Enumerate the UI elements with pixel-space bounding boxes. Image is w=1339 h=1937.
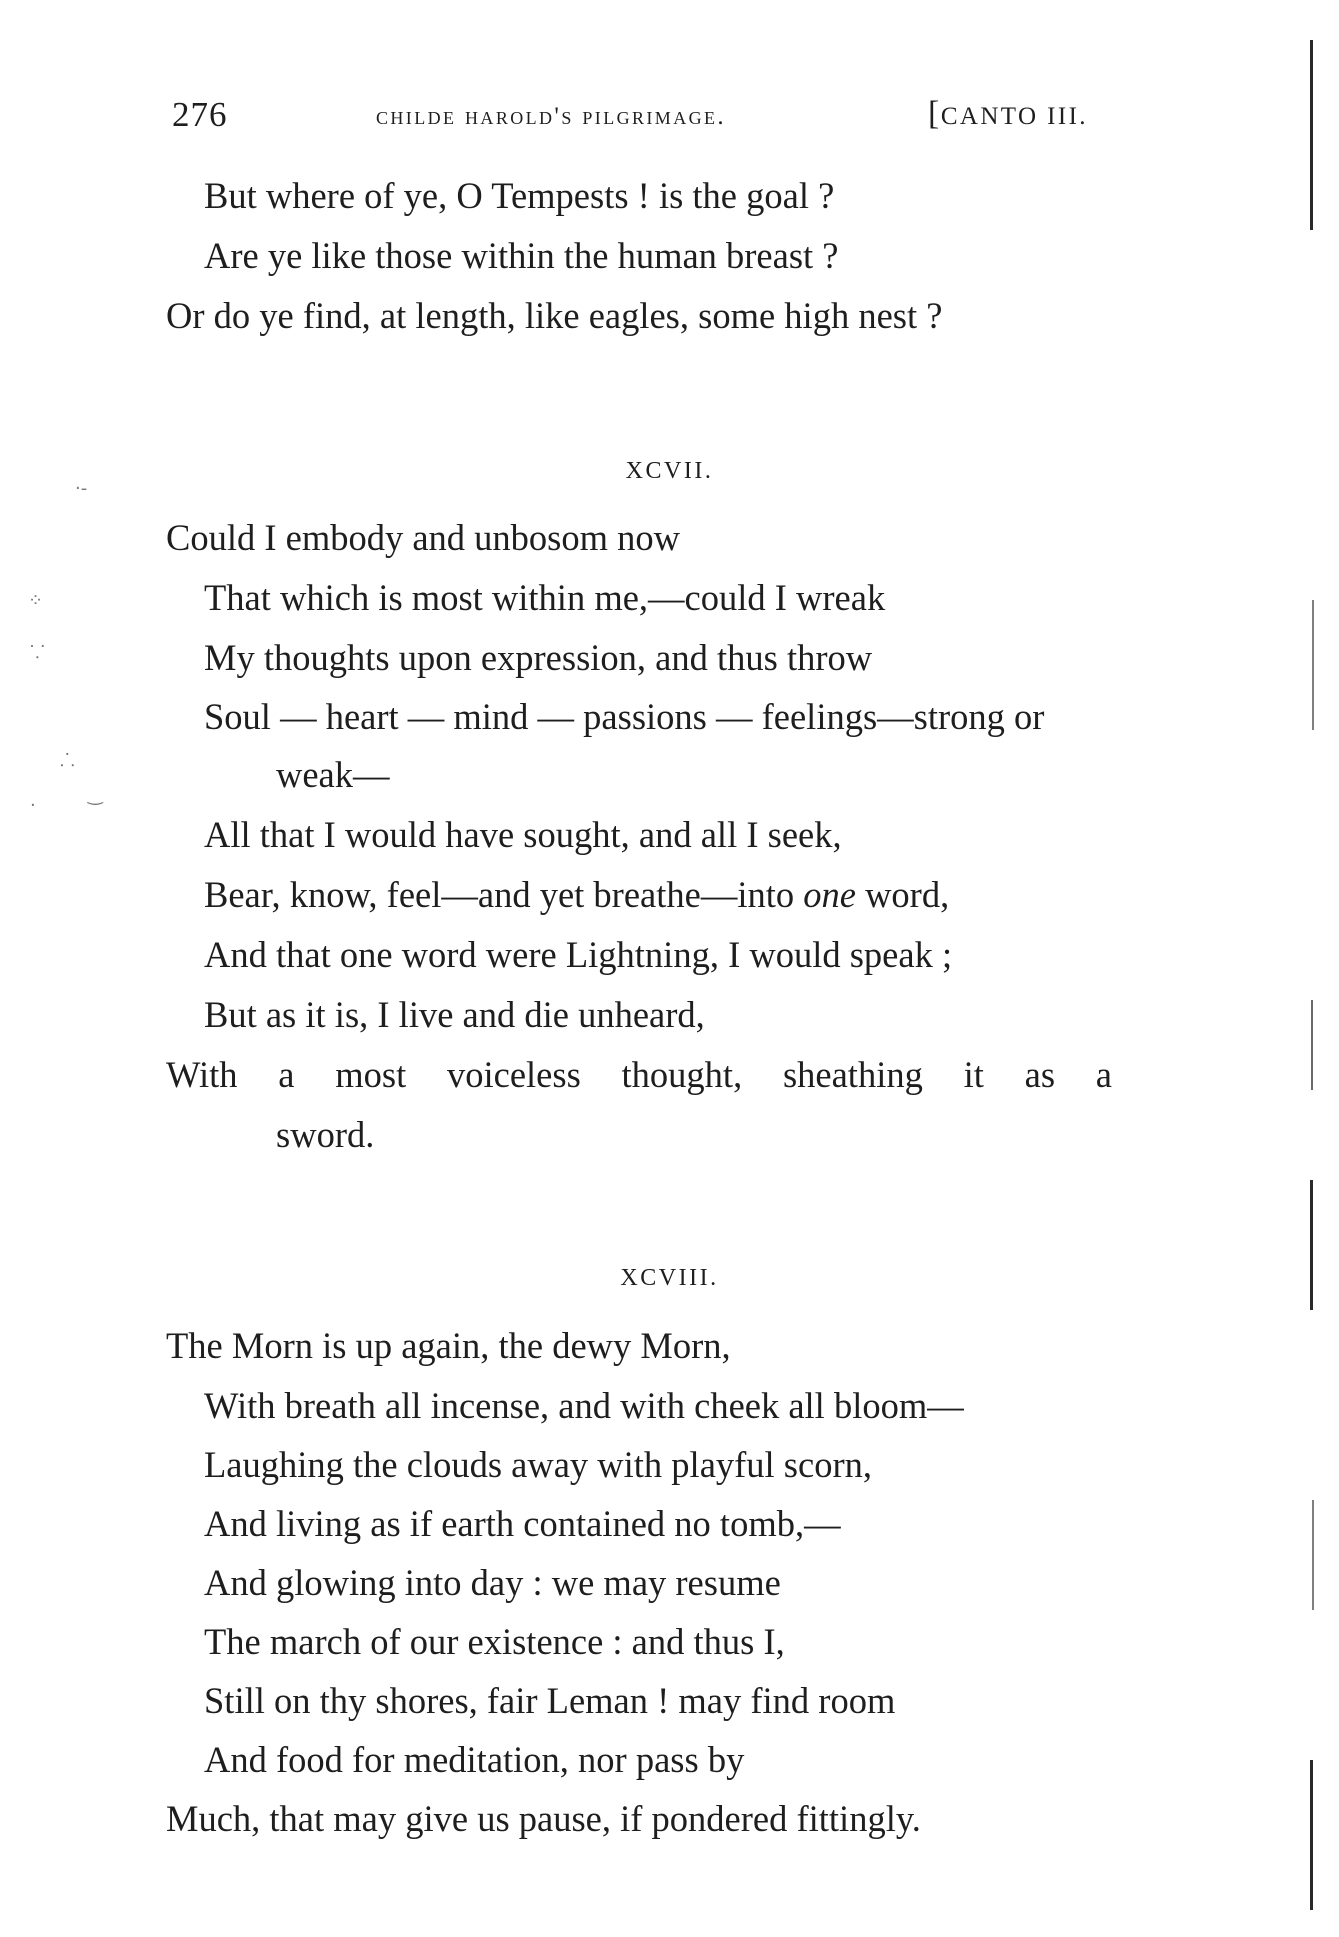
verse-line: And food for meditation, nor pass by bbox=[204, 1739, 745, 1780]
canto-bracket: [ bbox=[928, 95, 941, 132]
verse-line: But where of ye, O Tempests ! is the goal ? bbox=[204, 175, 835, 216]
verse-line: But as it is, I live and die unheard, bbox=[204, 994, 705, 1035]
verse-line: Or do ye find, at length, like eagles, some high nest ? bbox=[166, 295, 943, 336]
verse-line: With breath all incense, and with cheek all bloom— bbox=[204, 1385, 964, 1426]
scan-speck-icon: · bbox=[30, 795, 36, 816]
verse-line-part: Bear, know, feel—and yet breathe—into bbox=[204, 874, 804, 915]
scan-speck-icon: ⸫ bbox=[60, 750, 75, 771]
verse-line: All that I would have sought, and all I seek, bbox=[204, 814, 842, 855]
justified-word: a bbox=[1095, 1054, 1112, 1095]
verse-line: My thoughts upon expression, and thus throw bbox=[204, 637, 873, 678]
running-title: childe harold's pilgrimage. bbox=[376, 103, 727, 130]
justified-word: voiceless bbox=[446, 1054, 581, 1095]
verse-line: That which is most within me,—could I wreak bbox=[204, 577, 886, 618]
binding-edge-mark bbox=[1310, 1760, 1313, 1910]
verse-line: Much, that may give us pause, if pondered fittingly. bbox=[166, 1798, 921, 1839]
justified-word: With bbox=[166, 1054, 238, 1095]
justified-word: sheathing bbox=[782, 1054, 923, 1095]
verse-line: And that one word were Lightning, I would speak ; bbox=[204, 934, 953, 975]
binding-edge-mark bbox=[1311, 1000, 1313, 1090]
verse-line bbox=[204, 874, 950, 915]
justified-word: it bbox=[963, 1054, 984, 1095]
canto-marker bbox=[928, 95, 1088, 133]
scan-speck-icon: ‿ bbox=[88, 785, 103, 806]
verse-line: Soul — heart — mind — passions — feelings—strong or bbox=[204, 696, 1045, 737]
justified-word: as bbox=[1024, 1054, 1056, 1095]
stanza-heading-xcviii: XCVIII. bbox=[620, 1265, 719, 1291]
verse-line-continuation: weak— bbox=[276, 754, 390, 795]
italic-word: one bbox=[803, 874, 856, 915]
verse-line: Laughing the clouds away with playful scorn, bbox=[204, 1444, 872, 1485]
justified-word: most bbox=[335, 1054, 407, 1095]
binding-edge-mark bbox=[1312, 1500, 1314, 1610]
verse-line-justified bbox=[166, 1054, 1112, 1095]
justified-word: thought, bbox=[621, 1054, 743, 1095]
scan-speck-icon: ⁘ bbox=[28, 590, 44, 611]
binding-edge-mark bbox=[1310, 1180, 1313, 1310]
stanza-heading-xcvii: XCVII. bbox=[625, 458, 714, 484]
verse-line: And living as if earth contained no tomb,— bbox=[204, 1503, 841, 1544]
verse-line: Are ye like those within the human breast ? bbox=[204, 235, 839, 276]
verse-line: The Morn is up again, the dewy Morn, bbox=[166, 1325, 731, 1366]
binding-edge-mark bbox=[1312, 600, 1314, 730]
binding-edge-mark bbox=[1310, 40, 1313, 230]
page-number: 276 bbox=[172, 95, 228, 134]
verse-line: Still on thy shores, fair Leman ! may find room bbox=[204, 1680, 896, 1721]
verse-line: Could I embody and unbosom now bbox=[166, 517, 681, 558]
verse-line-continuation: sword. bbox=[276, 1114, 375, 1155]
canto-label: CANTO III. bbox=[940, 103, 1088, 130]
scan-speck-icon: ·‐ bbox=[75, 478, 88, 499]
verse-line: And glowing into day : we may resume bbox=[204, 1562, 781, 1603]
page-header bbox=[168, 95, 1126, 145]
scan-speck-icon: ⸪ bbox=[30, 642, 45, 663]
verse-line-part: word, bbox=[855, 874, 950, 915]
verse-line: The march of our existence : and thus I, bbox=[204, 1621, 785, 1662]
justified-word: a bbox=[278, 1054, 295, 1095]
